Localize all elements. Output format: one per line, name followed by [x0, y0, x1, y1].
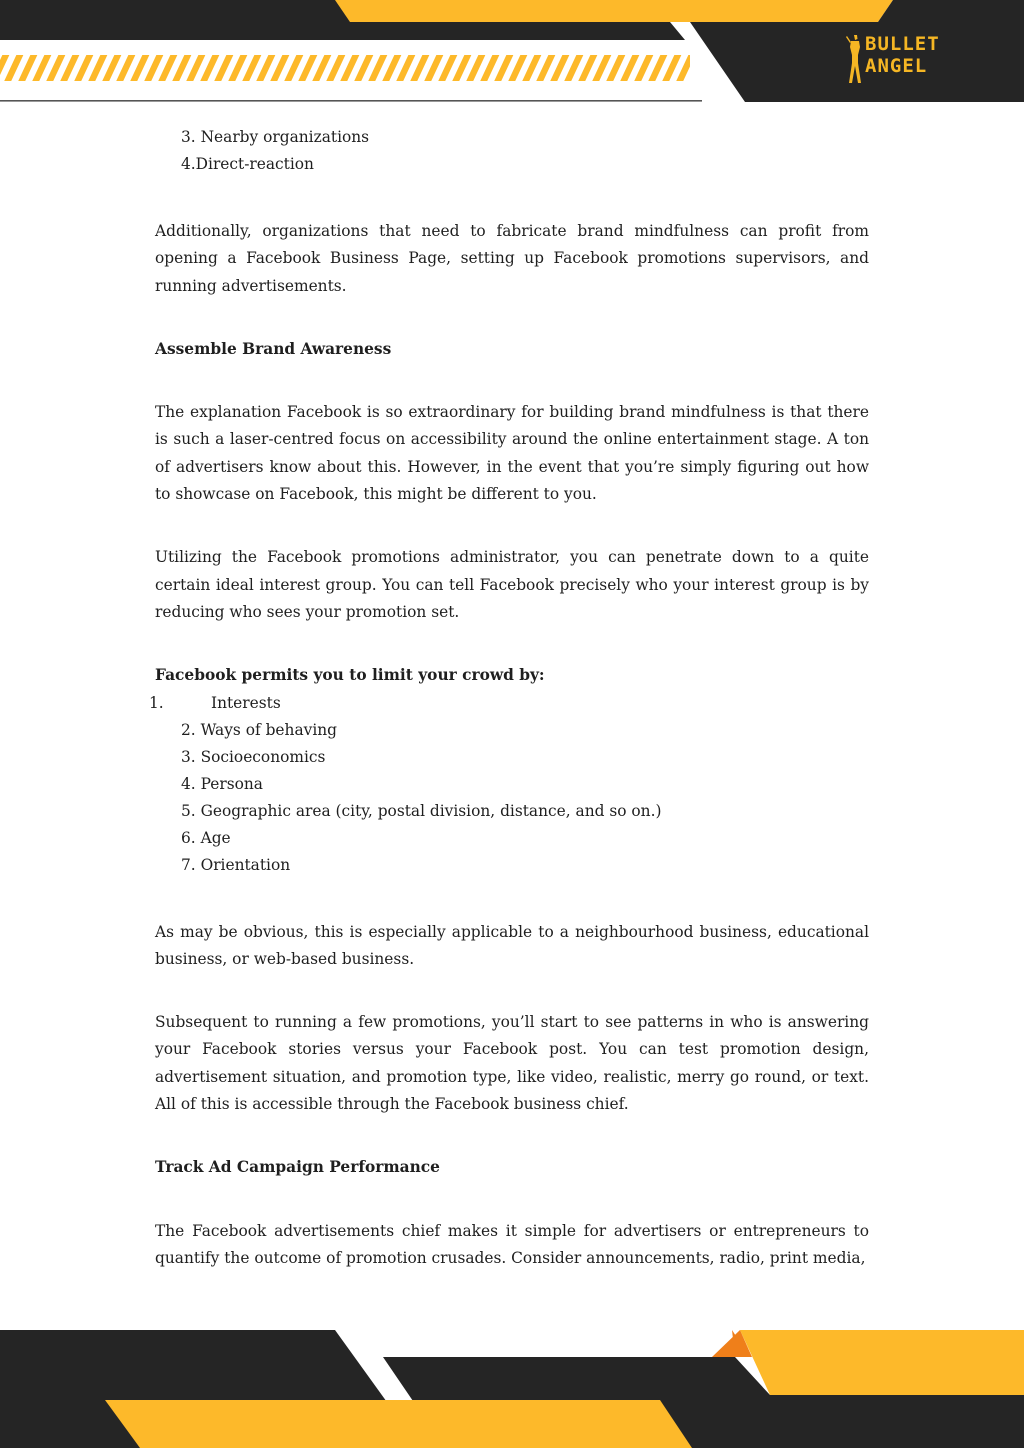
list-item: 2. Ways of behaving — [181, 720, 338, 739]
paragraph: As may be obvious, this is especially applicable to a neighbourhood business, educational business, or web-based business. — [155, 922, 869, 968]
footer-decoration — [0, 1325, 1024, 1448]
logo-line-2: ANGEL — [865, 55, 928, 77]
paragraph: Additionally, organizations that need to fabricate brand mindfulness can profit from opening a Facebook Business Page, setting up Facebook promotions supervisors, and running advertisements. — [155, 222, 869, 295]
list-item: 4.Direct-reaction — [181, 155, 314, 173]
list-item: 4. Persona — [181, 774, 263, 793]
angel-figure-icon — [845, 33, 865, 85]
list-item: 3. Nearby organizations — [181, 128, 370, 146]
section-heading: Track Ad Campaign Performance — [155, 1158, 440, 1177]
list-item — [149, 690, 869, 717]
paragraph: Subsequent to running a few promotions, you’ll start to see patterns in who is answering your Facebook stories versus your Facebook post. You can test promotion design, advertisement situation, and promotion type, like video, realistic, merry go round, or text. All of this is accessible through the Facebook business chief. — [155, 1013, 869, 1114]
list-label: Interests — [211, 693, 281, 712]
logo-wordmark — [865, 33, 940, 77]
list-item: 7. Orientation — [181, 855, 291, 874]
paragraph: Utilizing the Facebook promotions administrator, you can penetrate down to a quite certain ideal interest group. You can tell Facebook precisely who your interest group is by reducing who sees your promotion set. — [155, 548, 869, 621]
logo-line-1: BULLET — [865, 33, 940, 55]
list-item: 3. Socioeconomics — [181, 747, 326, 766]
section-heading: Assemble Brand Awareness — [155, 339, 392, 358]
paragraph: The explanation Facebook is so extraordinary for building brand mindfulness is that there is such a laser-centred focus on accessibility around the online entertainment stage. A ton of advertisers know about this. However, in the event that you’re simply figuring out how to showcase on Facebook, this might be different to you. — [155, 403, 869, 504]
brand-logo — [845, 33, 975, 85]
list-item: 5. Geographic area (city, postal division, distance, and so on.) — [181, 801, 662, 820]
list-item: 6. Age — [181, 828, 231, 847]
section-heading: Facebook permits you to limit your crowd by: — [155, 666, 545, 685]
paragraph: The Facebook advertisements chief makes it simple for advertisers or entrepreneurs to quantify the outcome of promotion crusades. Consider announcements, radio, print media, — [155, 1221, 869, 1267]
list-number: 1. — [149, 693, 164, 712]
page-content — [149, 124, 869, 1272]
